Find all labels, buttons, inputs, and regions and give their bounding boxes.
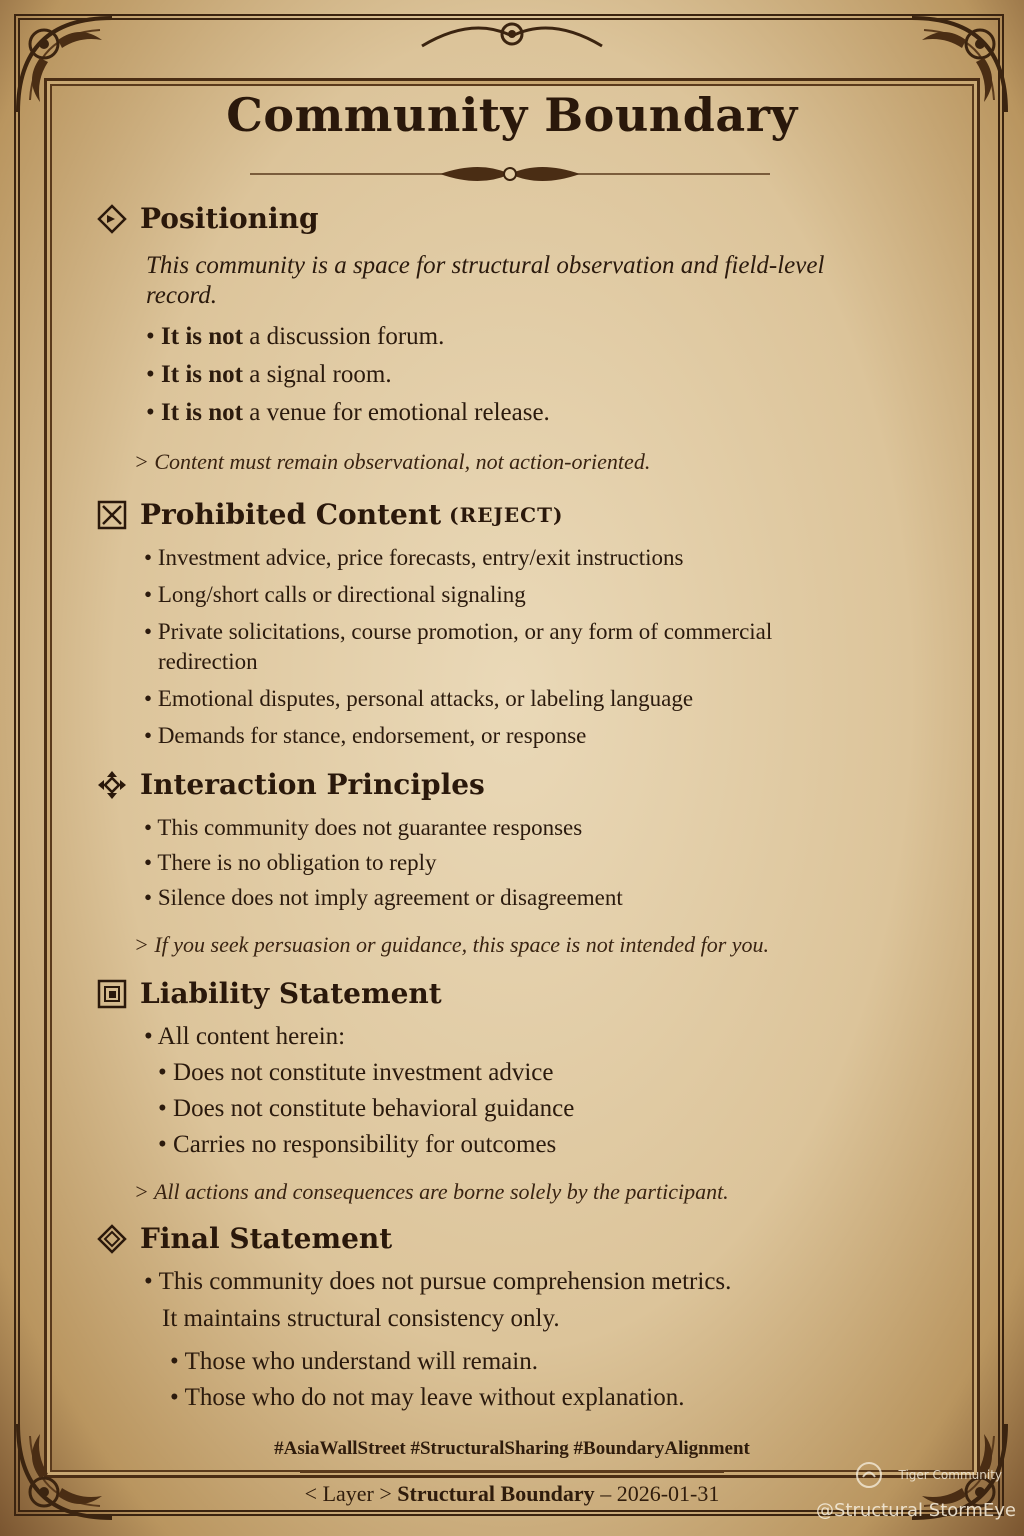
watermark-handle: @Structural StormEye: [815, 1500, 1016, 1521]
interaction-heading-text: Interaction Principles: [140, 768, 485, 801]
list-item: • Private solicitations, course promotion, or any form of commercial: [144, 619, 773, 644]
list-item: • Demands for stance, endorsement, or response: [144, 723, 587, 748]
list-item: • Silence does not imply agreement or disagreement: [144, 885, 623, 910]
interaction-note: > If you seek persuasion or guidance, this space is not intended for you.: [134, 932, 770, 957]
prohibited-heading-text: Prohibited Content: [140, 498, 442, 531]
tiger-logo-icon: [854, 1460, 884, 1490]
list-item: • Does not constitute investment advice: [158, 1059, 554, 1086]
hashtags: #AsiaWallStreet #StructuralSharing #BoundaryAlignment: [274, 1438, 750, 1459]
positioning-heading-text: Positioning: [140, 202, 319, 235]
top-crest-ornament-icon: [412, 6, 612, 66]
corner-ornament-icon: [10, 1416, 120, 1526]
section-heading-interaction: [96, 768, 485, 801]
positioning-intro-line-1: This community is a space for structural observation and field-level: [146, 252, 825, 279]
list-item-continuation: redirection: [158, 649, 258, 674]
footer-date: – 2026-01-31: [600, 1481, 720, 1506]
list-item: • Those who understand will remain.: [170, 1348, 538, 1375]
list-item: • There is no obligation to reply: [144, 850, 437, 875]
section-heading-liability: [96, 977, 442, 1010]
footer-layer: < Layer >: [304, 1481, 392, 1506]
section-heading-positioning: [96, 202, 319, 235]
liability-lead: • All content herein:: [144, 1023, 346, 1050]
reject-tag: (REJECT): [449, 502, 564, 527]
list-item: • Long/short calls or directional signaling: [144, 582, 526, 607]
list-item: • Does not constitute behavioral guidance: [158, 1095, 575, 1122]
list-item: • Emotional disputes, personal attacks, or labeling language: [144, 686, 694, 711]
boxed-square-icon: [96, 978, 128, 1010]
boxed-x-icon: [96, 499, 128, 531]
liability-note: > All actions and consequences are borne solely by the participant.: [134, 1179, 729, 1204]
positioning-intro-line-2: record.: [146, 282, 218, 309]
final-line-1: • This community does not pursue comprehension metrics.: [144, 1268, 732, 1295]
final-heading-text: Final Statement: [140, 1222, 393, 1255]
section-heading-prohibited: [96, 498, 563, 531]
list-item: • Those who do not may leave without explanation.: [170, 1384, 685, 1411]
page-title: Community Boundary: [226, 88, 798, 142]
list-item: • Investment advice, price forecasts, entry/exit instructions: [144, 545, 684, 570]
title-divider-ornament-icon: [240, 152, 780, 192]
list-item: • It is not a signal room.: [146, 361, 392, 388]
diamond-arrows-icon: [96, 1223, 128, 1255]
liability-heading-text: Liability Statement: [140, 977, 442, 1010]
four-way-arrows-icon: [96, 769, 128, 801]
watermark-community: Tiger Community: [898, 1468, 1002, 1482]
list-item: • This community does not guarantee responses: [144, 815, 583, 840]
list-item: • It is not a discussion forum.: [146, 323, 445, 350]
final-line-2: It maintains structural consistency only.: [162, 1305, 560, 1332]
footer-name: Structural Boundary: [397, 1481, 595, 1506]
section-heading-final: [96, 1222, 392, 1255]
list-item: • Carries no responsibility for outcomes: [158, 1131, 557, 1158]
list-item: • It is not a venue for emotional release.: [146, 399, 550, 426]
footer-divider: [300, 1472, 724, 1473]
positioning-note: > Content must remain observational, not action-oriented.: [134, 449, 651, 474]
diamond-arrow-icon: [96, 203, 128, 235]
